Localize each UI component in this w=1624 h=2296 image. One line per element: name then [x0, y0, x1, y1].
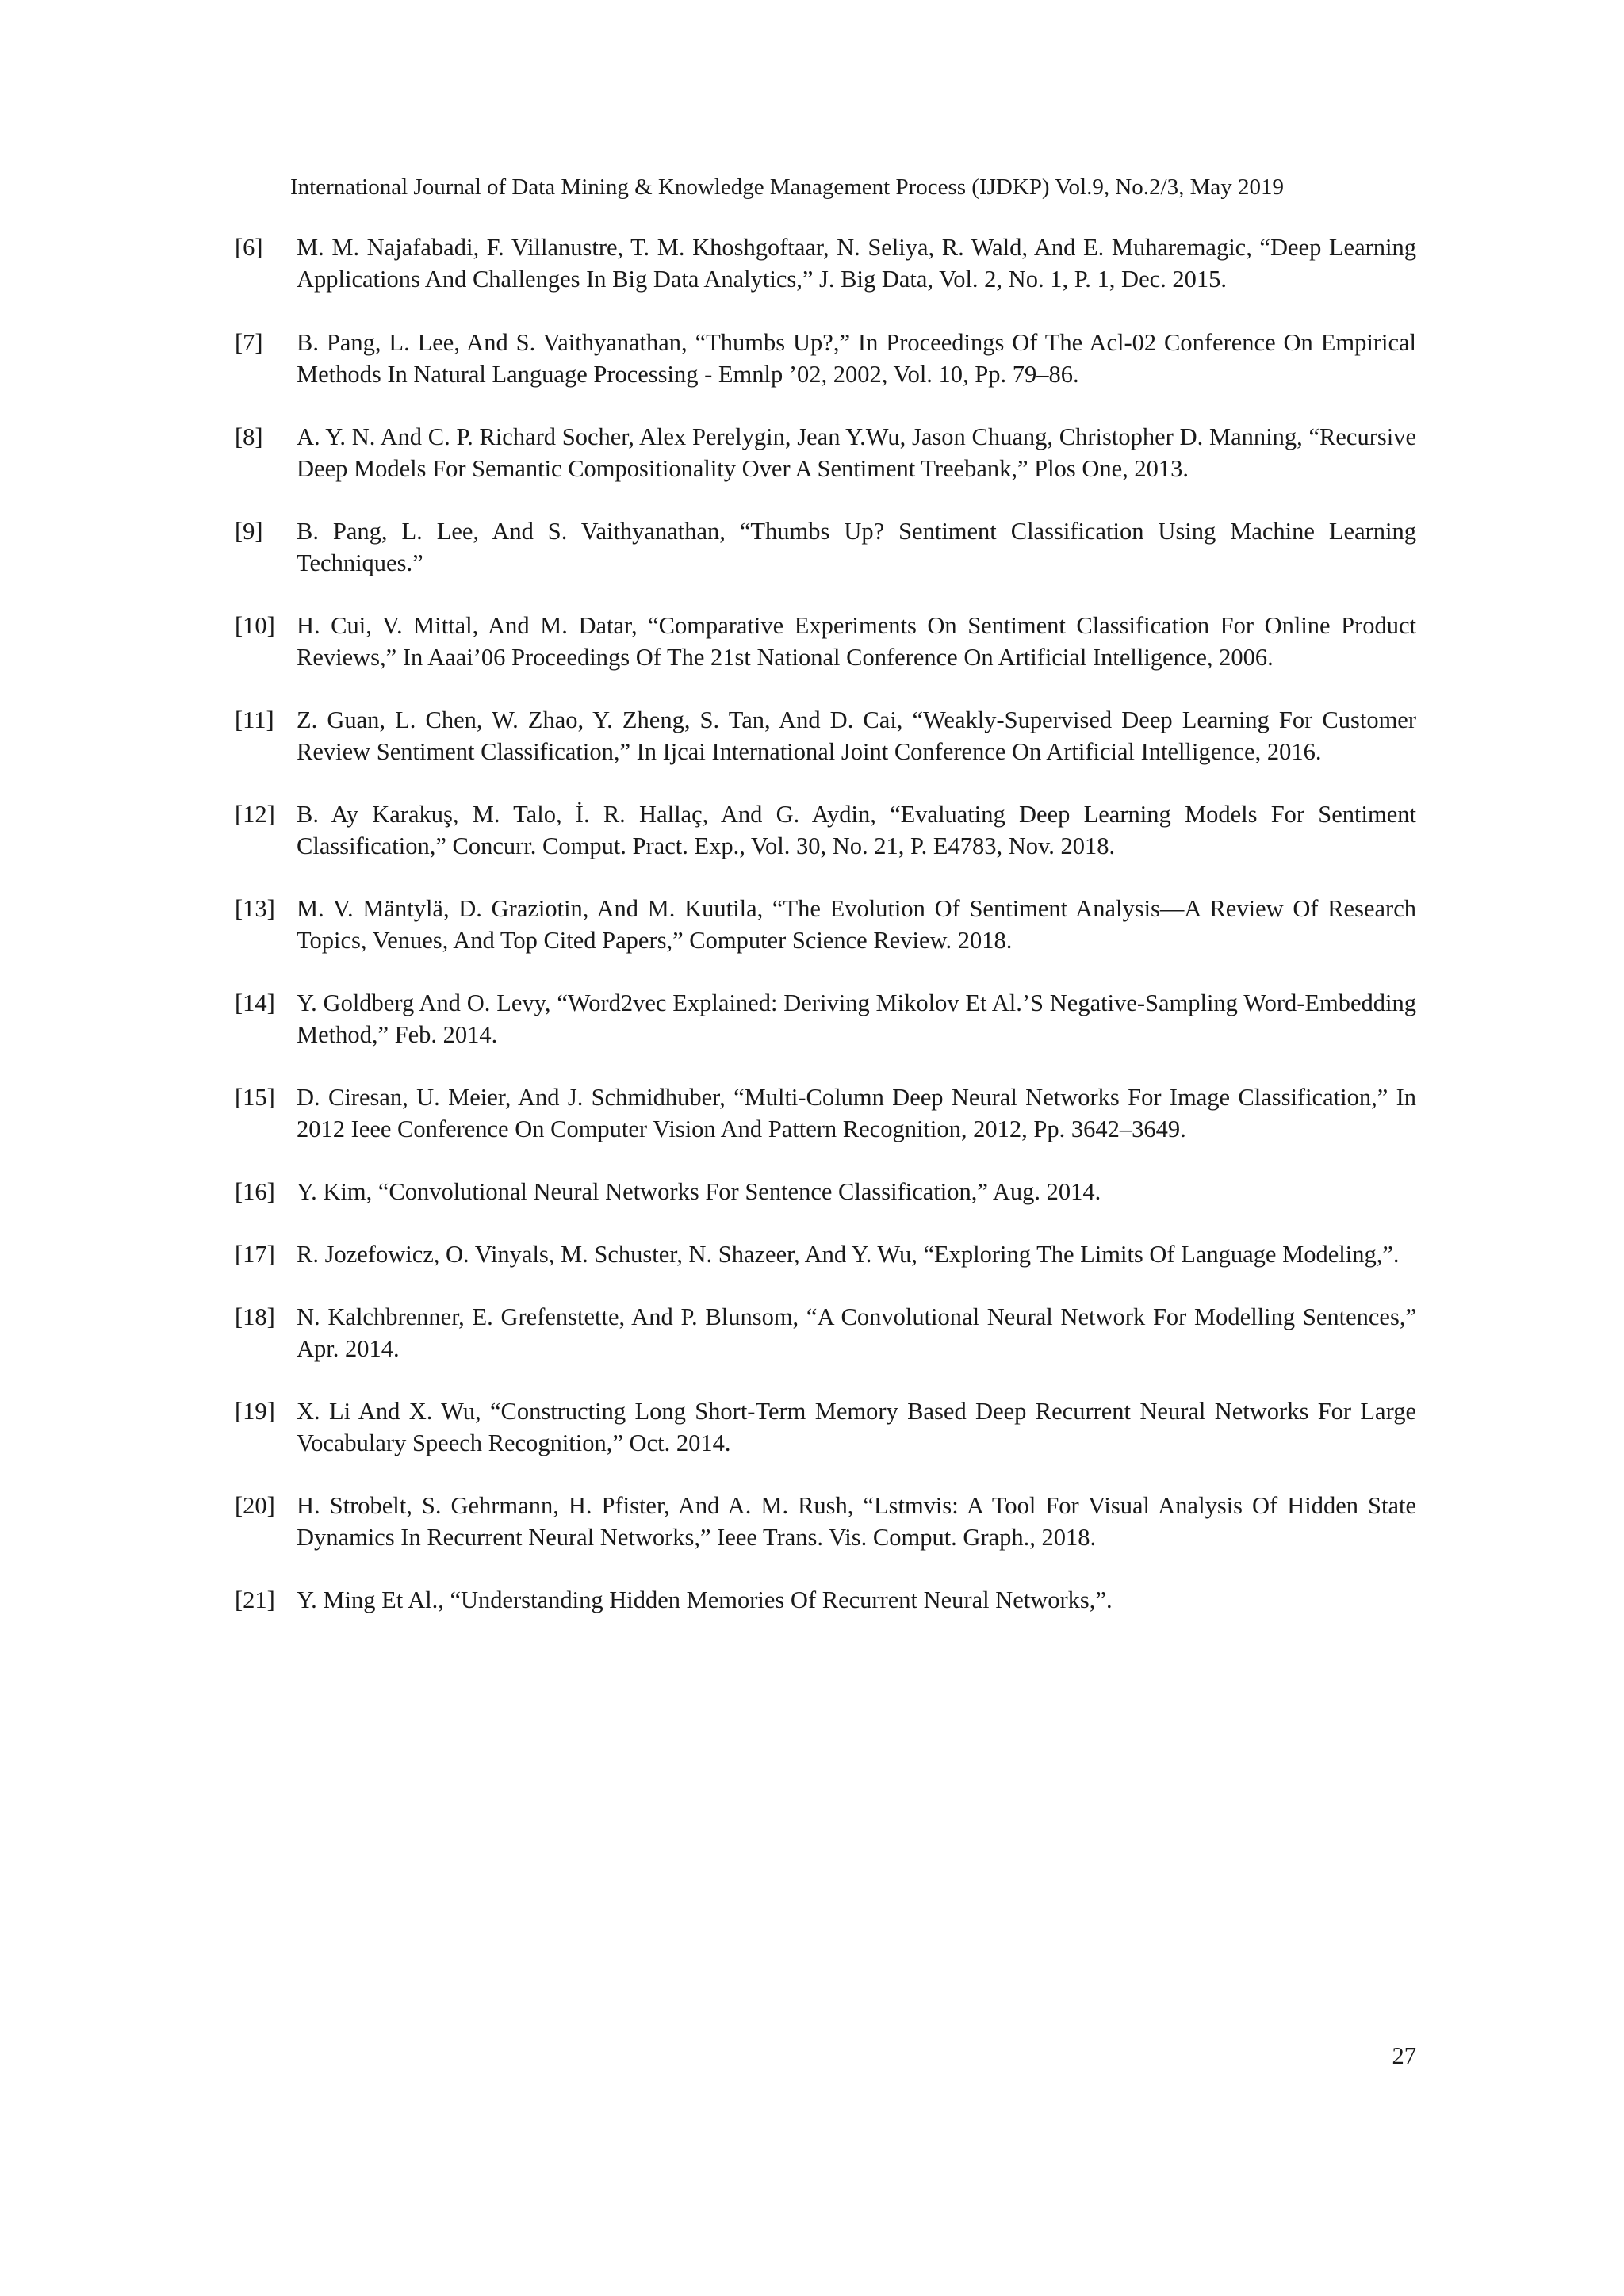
reference-text: R. Jozefowicz, O. Vinyals, M. Schuster, N. Shazeer, And Y. Wu, “Exploring The Limits Of Language Modeling,”.	[297, 1241, 1400, 1268]
reference-item	[235, 798, 1416, 862]
reference-item	[235, 893, 1416, 956]
reference-list	[235, 232, 1416, 1616]
reference-text: D. Ciresan, U. Meier, And J. Schmidhuber, “Multi-Column Deep Neural Networks For Image Classification,” In 2012 Ieee Conference On Computer Vision And Pattern Recognition, 2012, Pp. 3642–3649.	[297, 1084, 1416, 1142]
reference-number: [17]	[235, 1241, 275, 1268]
reference-text: B. Ay Karakuş, M. Talo, İ. R. Hallaç, And G. Aydin, “Evaluating Deep Learning Models For Sentiment Classification,” Concurr. Comput. Pract. Exp., Vol. 30, No. 21, P. E4783, Nov. 2018.	[297, 801, 1416, 859]
reference-text: Z. Guan, L. Chen, W. Zhao, Y. Zheng, S. Tan, And D. Cai, “Weakly-Supervised Deep Learning For Customer Review Sentiment Classification,” In Ijcai International Joint Conference On Artificial Intelligence, 2016.	[297, 706, 1416, 765]
reference-item	[235, 610, 1416, 673]
reference-number: [20]	[235, 1492, 275, 1519]
reference-number: [8]	[235, 423, 263, 450]
reference-number: [16]	[235, 1178, 275, 1205]
reference-text: H. Strobelt, S. Gehrmann, H. Pfister, And A. M. Rush, “Lstmvis: A Tool For Visual Analysis Of Hidden State Dynamics In Recurrent Neural Networks,” Ieee Trans. Vis. Comput. Graph., 2018.	[297, 1492, 1416, 1551]
reference-text: M. V. Mäntylä, D. Graziotin, And M. Kuutila, “The Evolution Of Sentiment Analysis—A Review Of Research Topics, Venues, And Top Cited Papers,” Computer Science Review. 2018.	[297, 895, 1416, 954]
reference-item	[235, 327, 1416, 390]
reference-item	[235, 1301, 1416, 1364]
reference-number: [6]	[235, 234, 263, 261]
reference-text: X. Li And X. Wu, “Constructing Long Short-Term Memory Based Deep Recurrent Neural Networks For Large Vocabulary Speech Recognition,” Oct. 2014.	[297, 1398, 1416, 1456]
reference-item	[235, 515, 1416, 579]
reference-item	[235, 1081, 1416, 1145]
reference-item	[235, 1584, 1416, 1616]
reference-number: [12]	[235, 801, 275, 828]
reference-item	[235, 1176, 1416, 1207]
reference-text: Y. Goldberg And O. Levy, “Word2vec Explained: Deriving Mikolov Et Al.’S Negative-Sampling Word-Embedding Method,” Feb. 2014.	[297, 989, 1416, 1048]
reference-number: [13]	[235, 895, 275, 922]
reference-number: [11]	[235, 706, 274, 733]
reference-number: [14]	[235, 989, 275, 1016]
reference-text: Y. Ming Et Al., “Understanding Hidden Memories Of Recurrent Neural Networks,”.	[297, 1586, 1113, 1613]
reference-text: Y. Kim, “Convolutional Neural Networks For Sentence Classification,” Aug. 2014.	[297, 1178, 1101, 1205]
reference-item	[235, 1490, 1416, 1553]
reference-text: M. M. Najafabadi, F. Villanustre, T. M. Khoshgoftaar, N. Seliya, R. Wald, And E. Muharemagic, “Deep Learning Applications And Challenges In Big Data Analytics,” J. Big Data, Vol. 2, No. 1, P. 1, Dec. 2015.	[297, 234, 1416, 293]
reference-number: [10]	[235, 612, 275, 639]
reference-number: [15]	[235, 1084, 275, 1111]
reference-text: H. Cui, V. Mittal, And M. Datar, “Comparative Experiments On Sentiment Classification For Online Product Reviews,” In Aaai’06 Proceedings Of The 21st National Conference On Artificial Intelligence, 2006.	[297, 612, 1416, 671]
reference-number: [18]	[235, 1303, 275, 1330]
reference-item	[235, 704, 1416, 767]
reference-text: B. Pang, L. Lee, And S. Vaithyanathan, “Thumbs Up? Sentiment Classification Using Machine Learning Techniques.”	[297, 518, 1416, 576]
reference-item	[235, 421, 1416, 484]
reference-item	[235, 1395, 1416, 1459]
reference-item	[235, 987, 1416, 1050]
reference-item	[235, 1238, 1416, 1270]
reference-text: B. Pang, L. Lee, And S. Vaithyanathan, “Thumbs Up?,” In Proceedings Of The Acl-02 Conference On Empirical Methods In Natural Language Processing - Emnlp ’02, 2002, Vol. 10, Pp. 79–86.	[297, 329, 1416, 388]
running-header: International Journal of Data Mining & Knowledge Management Process (IJDKP) Vol.9, No.2/3, May 2019	[290, 174, 1284, 200]
reference-text: N. Kalchbrenner, E. Grefenstette, And P. Blunsom, “A Convolutional Neural Network For Modelling Sentences,” Apr. 2014.	[297, 1303, 1416, 1362]
page-number: 27	[1392, 2042, 1416, 2069]
reference-number: [7]	[235, 329, 263, 356]
reference-text: A. Y. N. And C. P. Richard Socher, Alex Perelygin, Jean Y.Wu, Jason Chuang, Christopher D. Manning, “Recursive Deep Models For Semantic Compositionality Over A Sentiment Treebank,” Plos One, 2013.	[297, 423, 1416, 482]
reference-number: [19]	[235, 1398, 275, 1425]
reference-item	[235, 232, 1416, 295]
reference-number: [9]	[235, 518, 263, 545]
reference-number: [21]	[235, 1586, 275, 1613]
